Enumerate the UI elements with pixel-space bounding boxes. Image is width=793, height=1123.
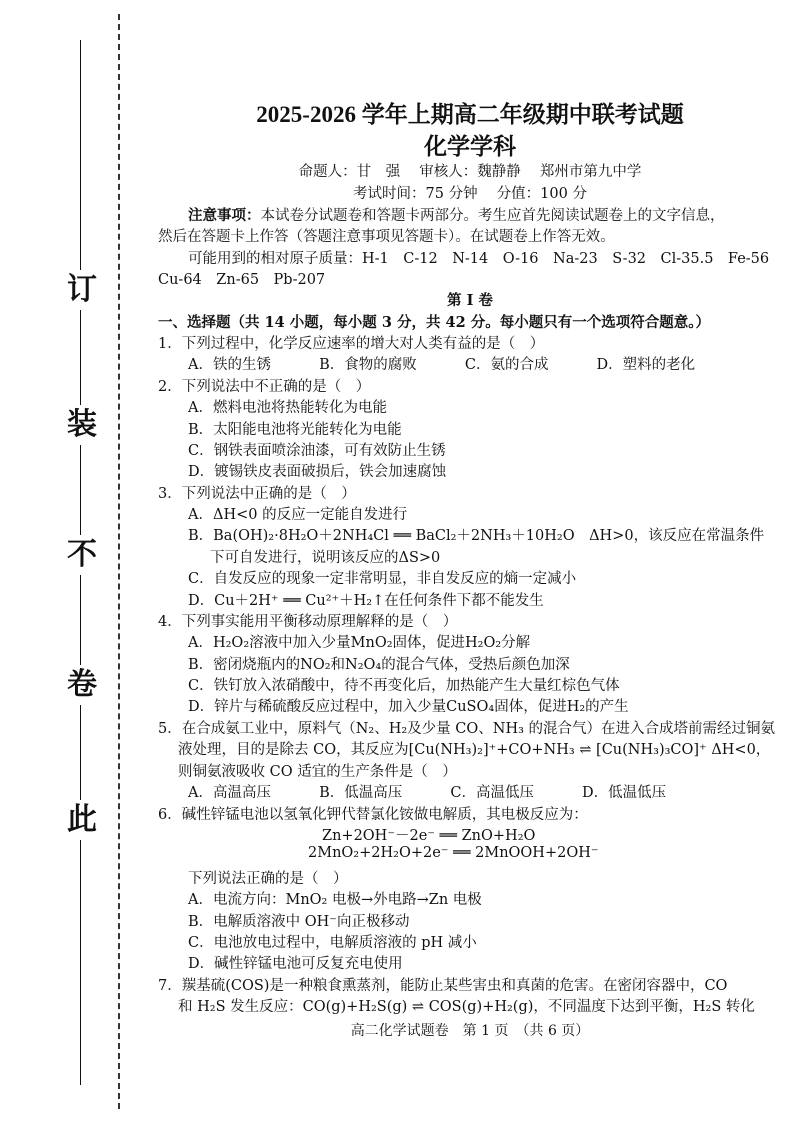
margin-char-juan: 卷 [67,665,95,705]
q4-stem: 4．下列事实能用平衡移动原理解释的是（ ） [158,614,458,630]
q5-line-3: 则铜氨液吸收 CO 适宜的生产条件是（ ） [178,764,457,780]
q3-option-a: A．ΔH<0 的反应一定能自发进行 [188,507,408,523]
q3-option-d: D．Cu＋2H⁺ ══ Cu²⁺＋H₂↑在任何条件下都不能发生 [188,593,544,609]
q1-stem: 1．下列过程中，化学反应速率的增大对人类有益的是（ ） [158,336,545,352]
exam-title: 2025-2026 学年上期高二年级期中联考试题 [256,102,684,127]
q5-line-1: 5．在合成氨工业中，原料气（N₂、H₂及少量 CO、NH₃ 的混合气）在进入合成塔前需经过铜氨 [158,721,776,737]
q6-line-1: 6．碱性锌锰电池以氢氧化钾代替氯化铵做电解质，其电极反应为： [158,807,588,823]
subject-title: 化学学科 [424,133,516,160]
atomic-mass-line-2: Cu-64 Zn-65 Pb-207 [158,272,326,288]
q4-option-b: B．密闭烧瓶内的NO₂和N₂O₄的混合气体，受热后颜色加深 [188,657,570,673]
page-footer: 高二化学试题卷 第 1 页 （共 6 页） [350,1023,590,1039]
q6-option-b: B．电解质溶液中 OH⁻向正极移动 [188,914,410,930]
atomic-mass-line-1: 可能用到的相对原子质量：H-1 C-12 N-14 O-16 Na-23 S-32 Cl-35.5 Fe-56 [188,251,770,267]
q3-stem: 3．下列说法中正确的是（ ） [158,486,356,502]
q1-options: A．铁的生锈 B．食物的腐败 C．氨的合成 D．塑料的老化 [188,357,696,373]
q6-option-d: D．碱性锌锰电池可反复充电使用 [188,956,403,972]
binding-dashed-line [118,14,120,1109]
notice-text-1: 本试卷分试题卷和答题卡两部分。考生应首先阅读试题卷上的文字信息， [260,208,725,224]
q6-option-c: C．电池放电过程中，电解质溶液的 pH 减小 [188,935,477,951]
margin-char-ding: 订 [67,270,95,310]
exam-info-line: 考试时间：75 分钟 分值：100 分 [353,186,587,202]
q6-equation-1: Zn+2OH⁻－2e⁻ ══ ZnO+H₂O [322,828,536,844]
q2-option-a: A．燃料电池将热能转化为电能 [188,400,387,416]
q2-option-b: B．太阳能电池将光能转化为电能 [188,422,402,438]
q2-stem: 2．下列说法中不正确的是（ ） [158,379,371,395]
q7-line-2: 和 H₂S 发生反应：CO(g)+H₂S(g) ⇌ COS(g)+H₂(g)，不同温度下达到平衡，H₂S 转化 [178,999,755,1015]
q3-option-c: C．自发反应的现象一定非常明显，非自发反应的熵一定减小 [188,571,577,587]
notice-line-2: 然后在答题卡上作答（答题注意事项见答题卡）。在试题卷上作答无效。 [158,229,615,245]
margin-char-ci: 此 [67,800,95,840]
binding-margin [0,0,118,1123]
notice-line-1 [188,204,725,225]
margin-char-bu: 不 [67,535,95,575]
margin-char-zhuang: 装 [67,405,95,445]
q2-option-d: D．镀锡铁皮表面破损后，铁会加速腐蚀 [188,464,447,480]
q4-option-d: D．锌片与稀硫酸反应过程中，加入少量CuSO₄固体，促进H₂的产生 [188,699,629,715]
authors-line: 命题人：甘 强 审核人：魏静静 郑州市第九中学 [298,164,642,180]
q3-option-b-line2: 下可自发进行，说明该反应的ΔS>0 [210,550,441,566]
q5-options: A．高温高压 B．低温高压 C．高温低压 D．低温低压 [188,785,667,801]
q2-option-c: C．钢铁表面喷涂油漆，可有效防止生锈 [188,443,446,459]
q5-line-2: 液处理，目的是除去 CO，其反应为[Cu(NH₃)₂]⁺+CO+NH₃ ⇌ [Cu(NH₃)₃CO]⁺ ΔH<0， [178,742,771,758]
q6-equation-2: 2MnO₂+2H₂O+2e⁻ ══ 2MnOOH+2OH⁻ [308,845,599,861]
notice-label: 注意事项： [188,207,261,224]
volume-heading: 第 I 卷 [447,292,493,309]
q7-line-1: 7．羰基硫(COS)是一种粮食熏蒸剂，能防止某些害虫和真菌的危害。在密闭容器中，CO [158,978,728,994]
q4-option-a: A．H₂O₂溶液中加入少量MnO₂固体，促进H₂O₂分解 [188,635,531,651]
section-heading: 一、选择题（共 14 小题，每小题 3 分，共 42 分。每小题只有一个选项符合题意。） [158,314,710,331]
q3-option-b-line1: B．Ba(OH)₂·8H₂O＋2NH₄Cl ══ BaCl₂＋2NH₃＋10H₂O ΔH>0，该反应在常温条件 [188,528,765,544]
q6-stem: 下列说法正确的是（ ） [188,871,348,887]
q4-option-c: C．铁钉放入浓硝酸中，待不再变化后，加热能产生大量红棕色气体 [188,678,620,694]
q6-option-a: A．电流方向：MnO₂ 电极→外电路→Zn 电极 [188,892,482,908]
